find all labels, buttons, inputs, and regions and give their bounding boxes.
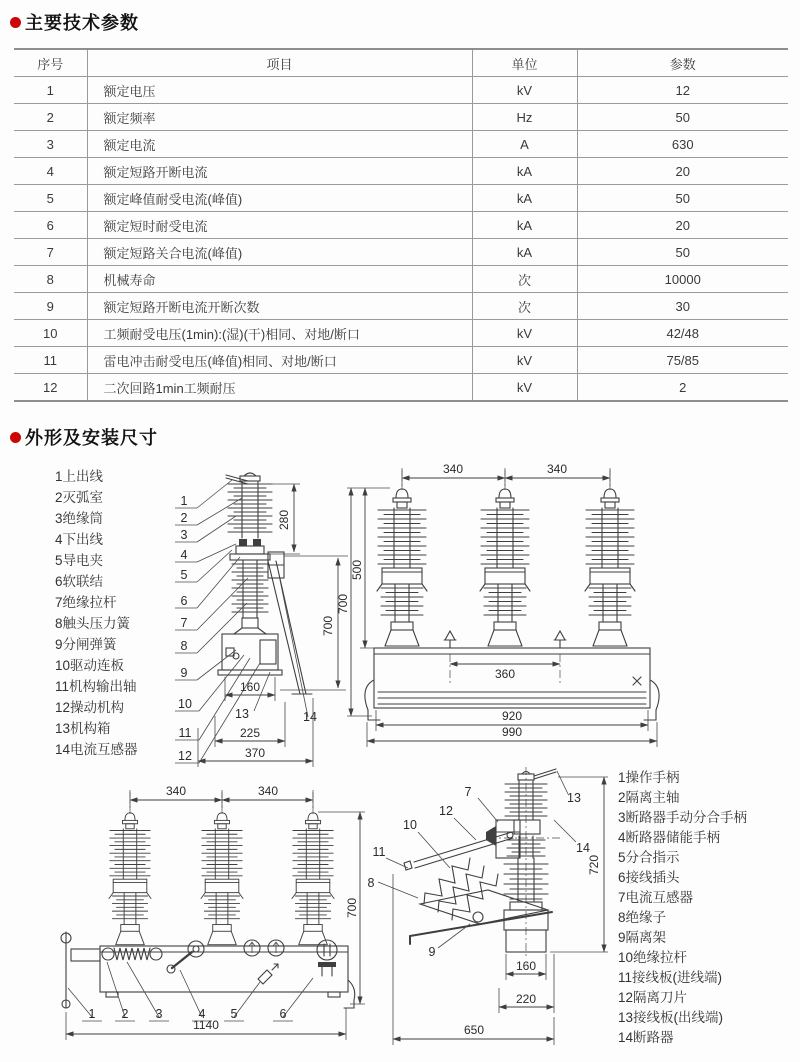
dim-370: 370 [244, 746, 266, 760]
cell-unit: kA [472, 239, 577, 266]
callout-5: 5 [230, 1007, 238, 1021]
part-item: 1操作手柄 [618, 770, 680, 785]
callout-6: 6 [279, 1007, 287, 1021]
cell-no: 12 [14, 374, 87, 402]
cell-item: 额定频率 [87, 104, 472, 131]
part-item: 14电流互感器 [55, 742, 138, 757]
table-row [14, 158, 788, 185]
cell-item: 额定短路开断电流开断次数 [87, 293, 472, 320]
dim-920: 920 [501, 709, 523, 723]
callout-3: 3 [180, 528, 188, 542]
part-item: 4断路器储能手柄 [618, 830, 721, 845]
cell-no: 6 [14, 212, 87, 239]
cell-value: 12 [577, 77, 788, 104]
table-row [14, 77, 788, 104]
dim-700: 700 [345, 897, 359, 919]
callout-14: 14 [303, 710, 317, 724]
drawing-side-mechanism-view [358, 762, 638, 1062]
part-item: 10驱动连板 [55, 658, 125, 673]
part-item: 3断路器手动分合手柄 [618, 810, 748, 825]
cell-no: 2 [14, 104, 87, 131]
header-item: 项目 [87, 49, 472, 77]
callout-9: 9 [180, 666, 188, 680]
cell-no: 1 [14, 77, 87, 104]
dim-340-left: 340 [165, 784, 187, 798]
table-header-row [14, 49, 788, 77]
cell-value: 50 [577, 239, 788, 266]
part-item: 2灭弧室 [55, 490, 104, 505]
cell-unit: kV [472, 77, 577, 104]
drawing-pole-side-view [170, 458, 350, 773]
dim-340-right: 340 [257, 784, 279, 798]
cell-no: 10 [14, 320, 87, 347]
callout-10: 10 [178, 697, 192, 711]
part-item: 11机构输出轴 [55, 679, 137, 694]
callouts [368, 771, 590, 959]
callout-11: 11 [372, 845, 386, 859]
cell-value: 75/85 [577, 347, 788, 374]
callout-12: 12 [439, 804, 453, 818]
part-item: 8绝缘子 [618, 910, 667, 925]
cell-item: 额定短路开断电流 [87, 158, 472, 185]
dim-360: 360 [494, 667, 516, 681]
callout-10: 10 [403, 818, 417, 832]
part-item: 11接线板(进线端) [618, 970, 723, 985]
bullet-icon [10, 432, 21, 443]
section-title-text: 外形及安装尺寸 [25, 428, 158, 448]
table-row [14, 212, 788, 239]
dim-650: 650 [463, 1023, 485, 1037]
cell-unit: kA [472, 158, 577, 185]
dim-700: 700 [336, 593, 350, 615]
cell-value: 2 [577, 374, 788, 402]
cell-item: 二次回路1min工频耐压 [87, 374, 472, 402]
cell-unit: kV [472, 374, 577, 402]
header-unit: 单位 [472, 49, 577, 77]
table-row [14, 347, 788, 374]
callout-8: 8 [367, 876, 375, 890]
dim-990: 990 [501, 725, 523, 739]
drawing-front-mechanism-view [30, 782, 390, 1062]
callout-4: 4 [198, 1007, 206, 1021]
part-item: 1上出线 [55, 469, 104, 484]
cell-value: 630 [577, 131, 788, 158]
cell-no: 7 [14, 239, 87, 266]
part-item: 12操动机构 [55, 700, 125, 715]
dim-500: 500 [350, 559, 364, 581]
part-item: 8触头压力簧 [55, 616, 131, 631]
callout-12: 12 [178, 749, 192, 763]
cell-value: 20 [577, 158, 788, 185]
dim-280: 280 [277, 509, 291, 531]
cell-unit: kA [472, 185, 577, 212]
callout-2: 2 [121, 1007, 129, 1021]
cell-item: 额定短时耐受电流 [87, 212, 472, 239]
part-item: 14断路器 [618, 1030, 674, 1045]
cell-unit: 次 [472, 293, 577, 320]
callout-7: 7 [464, 785, 472, 799]
dim-225: 225 [239, 726, 261, 740]
dim-340-left: 340 [442, 462, 464, 476]
callout-13: 13 [567, 791, 581, 805]
cell-value: 30 [577, 293, 788, 320]
cell-no: 11 [14, 347, 87, 374]
dim-340-right: 340 [546, 462, 568, 476]
table-row [14, 293, 788, 320]
cell-unit: kV [472, 347, 577, 374]
table-row [14, 374, 788, 402]
cell-item: 雷电冲击耐受电压(峰值)相同、对地/断口 [87, 347, 472, 374]
cell-no: 8 [14, 266, 87, 293]
part-item: 9分闸弹簧 [55, 637, 117, 652]
part-item: 6接线插头 [618, 870, 680, 885]
section-title-dimensions [10, 424, 158, 450]
dim-700: 700 [321, 615, 335, 637]
dim-1140: 1140 [193, 1018, 219, 1032]
part-item: 6软联结 [55, 574, 104, 589]
dimensions [393, 777, 608, 1045]
dim-160: 160 [515, 959, 537, 973]
cell-item: 额定短路关合电流(峰值) [87, 239, 472, 266]
section-title-parameters [10, 9, 139, 35]
callout-4: 4 [180, 548, 188, 562]
bullet-icon [10, 17, 21, 28]
table-row [14, 320, 788, 347]
part-item: 13机构箱 [55, 721, 111, 736]
callout-11: 11 [178, 726, 192, 740]
part-item: 3绝缘筒 [55, 511, 104, 526]
table-row [14, 131, 788, 158]
cell-unit: Hz [472, 104, 577, 131]
cell-value: 50 [577, 185, 788, 212]
part-item: 9隔离架 [618, 930, 667, 945]
parts-legend-left [55, 466, 138, 760]
part-item: 2隔离主轴 [618, 790, 680, 805]
part-item: 12隔离刀片 [618, 990, 688, 1005]
table-row [14, 266, 788, 293]
cell-unit: 次 [472, 266, 577, 293]
cell-no: 3 [14, 131, 87, 158]
callout-7: 7 [180, 616, 188, 630]
callout-3: 3 [155, 1007, 163, 1021]
cell-unit: kA [472, 212, 577, 239]
callout-1: 1 [88, 1007, 96, 1021]
callout-6: 6 [180, 594, 188, 608]
cell-item: 额定峰值耐受电流(峰值) [87, 185, 472, 212]
cell-item: 工频耐受电压(1min):(湿)(干)相同、对地/断口 [87, 320, 472, 347]
pole-and-isolator [404, 767, 563, 957]
callout-14: 14 [576, 841, 590, 855]
callout-9: 9 [428, 945, 436, 959]
callout-5: 5 [180, 568, 188, 582]
table-row [14, 185, 788, 212]
callout-8: 8 [180, 639, 188, 653]
cell-item: 额定电压 [87, 77, 472, 104]
part-item: 10绝缘拉杆 [618, 950, 688, 965]
dim-720: 720 [587, 854, 601, 876]
cell-no: 9 [14, 293, 87, 320]
cell-value: 50 [577, 104, 788, 131]
cell-no: 5 [14, 185, 87, 212]
cell-value: 42/48 [577, 320, 788, 347]
header-value: 参数 [577, 49, 788, 77]
header-no: 序号 [14, 49, 87, 77]
callout-13: 13 [235, 707, 249, 721]
cell-value: 10000 [577, 266, 788, 293]
callout-1: 1 [180, 494, 188, 508]
cell-value: 20 [577, 212, 788, 239]
part-item: 13接线板(出线端) [618, 1010, 724, 1025]
callout-2: 2 [180, 511, 188, 525]
poles [109, 790, 334, 945]
poles [377, 468, 635, 646]
section-title-text: 主要技术参数 [25, 13, 139, 33]
table-row [14, 104, 788, 131]
cell-item: 机械寿命 [87, 266, 472, 293]
pole-outline [218, 473, 312, 694]
cell-unit: A [472, 131, 577, 158]
part-item: 5分合指示 [618, 850, 680, 865]
cell-unit: kV [472, 320, 577, 347]
part-item: 7绝缘拉杆 [55, 595, 117, 610]
cell-no: 4 [14, 158, 87, 185]
part-item: 5导电夹 [55, 553, 104, 568]
dim-220: 220 [515, 992, 537, 1006]
table-row [14, 239, 788, 266]
part-item: 4下出线 [55, 532, 104, 547]
drawing-front-view [336, 458, 672, 778]
cell-item: 额定电流 [87, 131, 472, 158]
part-item: 7电流互感器 [618, 890, 694, 905]
dim-160: 160 [239, 680, 261, 694]
parameters-table [14, 48, 788, 402]
